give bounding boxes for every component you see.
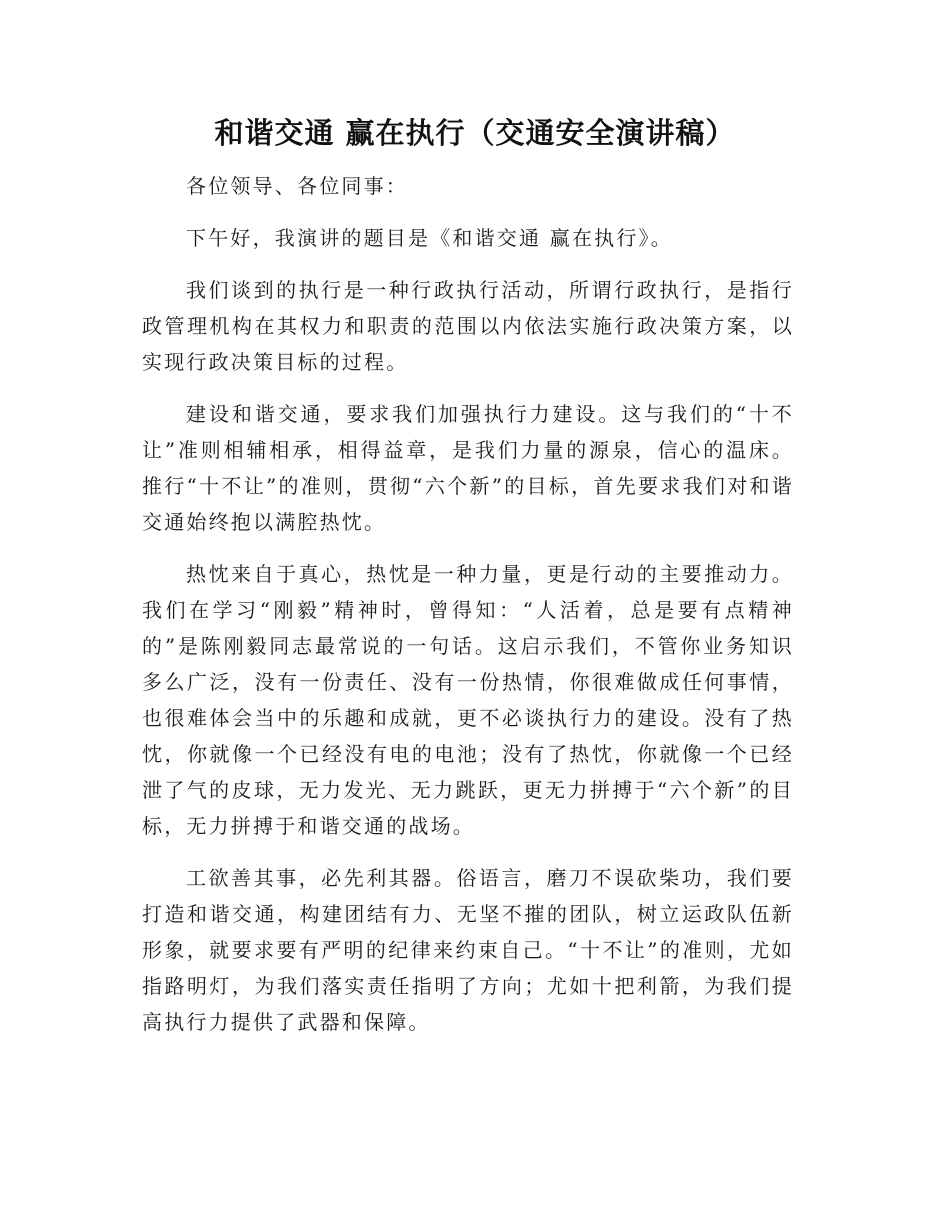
paragraph-greeting: 各位领导、各位同事： — [186, 174, 408, 198]
document-body — [142, 168, 794, 1056]
paragraph-discipline: 工欲善其事，必先利其器。俗语言，磨刀不误砍柴功，我们要打造和谐交通，构建团结有力、无坚不摧的团队，树立运政队伍新形象，就要求要有严明的纪律来约束自己。“十不让”的准则，尤如指路明灯，为我们落实责任指明了方向；尤如十把利箭，为我们提高执行力提供了武器和保障。 — [142, 866, 794, 1034]
paragraph-intro: 下午好，我演讲的题目是《和谐交通 赢在执行》。 — [186, 226, 673, 250]
paragraph-enthusiasm: 热忱来自于真心，热忱是一种力量，更是行动的主要推动力。我们在学习“刚毅”精神时，曾得知：“人活着，总是要有点精神的”是陈刚毅同志最常说的一句话。这启示我们，不管你业务知识多么广泛，没有一份责任、没有一份热情，你很难做成任何事情，也很难体会当中的乐趣和成就，更不必谈执行力的建设。没有了热忱，你就像一个已经没有电的电池；没有了热忱，你就像一个已经泄了气的皮球，无力发光、无力跳跃，更无力拼搏于“六个新”的目标，无力拼搏于和谐交通的战场。 — [142, 562, 794, 838]
document-title: 和谐交通 赢在执行（交通安全演讲稿） — [214, 116, 736, 150]
paragraph-definition: 我们谈到的执行是一种行政执行活动，所谓行政执行，是指行政管理机构在其权力和职责的范围以内依法实施行政决策方案，以实现行政决策目标的过程。 — [142, 278, 794, 374]
paragraph-construction: 建设和谐交通，要求我们加强执行力建设。这与我们的“十不让”准则相辅相承，相得益章，是我们力量的源泉，信心的温床。推行“十不让”的准则，贯彻“六个新”的目标，首先要求我们对和谐交通始终抱以满腔热忱。 — [142, 402, 794, 534]
